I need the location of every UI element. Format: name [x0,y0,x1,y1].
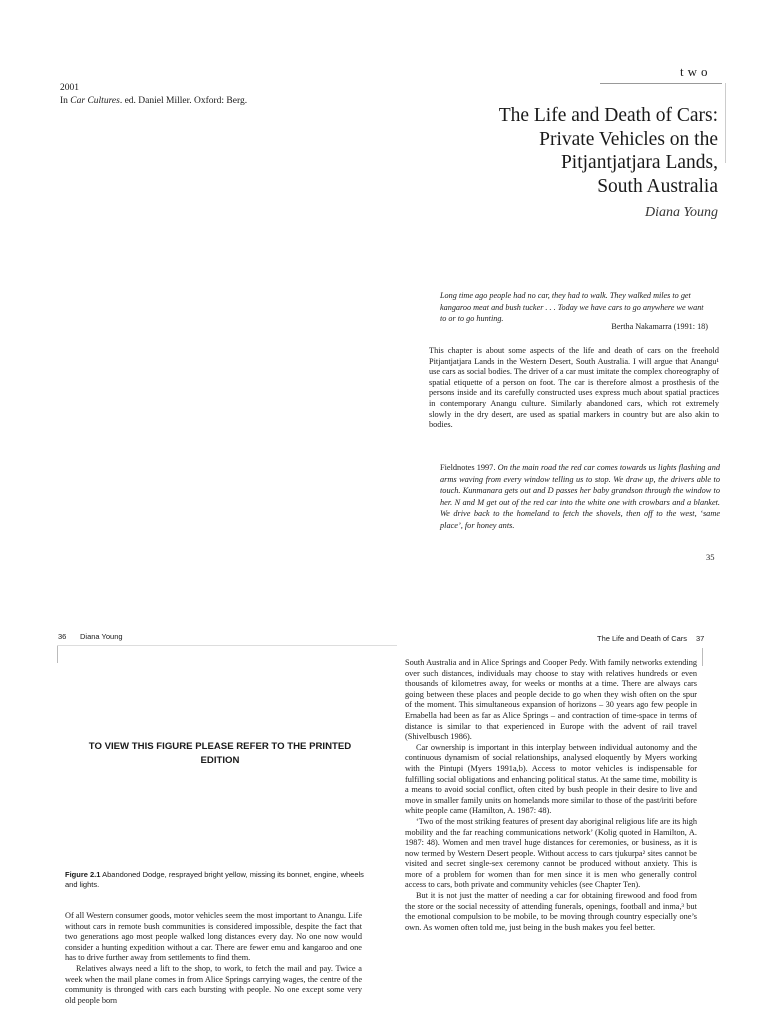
author-name: Diana Young [644,205,718,220]
figure-caption-text: Abandoned Dodge, resprayed bright yellow, missing its bonnet, engine, wheels and lights. [65,870,364,889]
left-column-body [65,911,362,1006]
fieldnote-label: Fieldnotes 1997. [440,463,496,472]
left-header-rule [57,645,58,663]
right-column-body [405,658,697,933]
body-paragraph: Car ownership is important in this interplay between individual autonomy and the continuous dynamism of social relationships, analysed eloquently by Myers working with the Pintupi (Myers 1991a,b). Access to motor vehicles is indispensable for fulfilling social obligations and enhancing political status. At the same time, mobility is a means to avoid social conflict, often cited by bush people in their desire to live and move in smaller family units on homelands more similar to those of the past/iriti before white people came (Hamilton, A. 1987: 48). [405,742,697,816]
fieldnote [440,462,720,531]
right-header-rule [702,648,703,666]
chapter-vertical-rule [725,83,726,163]
right-running-head: The Life and Death of Cars [597,634,688,643]
body-paragraph: Of all Western consumer goods, motor vehicles seem the most important to Anangu. Life without cars in remote bush communities is considered impossible, despite the fact that two generations ago most people walked long distances every day. No one now would consider a hunting expedition without a car. There are fewer emu and kangaroo and one has to drive further away from settlements to find them. [65,911,362,963]
chapter-rule [600,83,722,84]
body-paragraph: ‘Two of the most striking features of present day aboriginal religious life are its high mobility and the far reaching communications network’ (Kolig quoted in Hamilton, A. 1987: 48). Women and men travel huge distances for ceremonies, or business, as it is now termed by Western Desert people. Without access to cars tjukurpa² sites cannot be visited and secret single-sex ceremony cannot be produced without anxiety. This is more of a problem for women than for men since it is men who generally control access to cars, both private and community vehicles (see Chapter Ten). [405,816,697,890]
title-line: Private Vehicles on the [539,128,718,150]
page-number: 35 [706,552,715,562]
title-line: The Life and Death of Cars: [498,105,718,126]
epigraph-attribution: Bertha Nakamarra (1991: 18) [611,322,708,331]
citation-book: Car Cultures [70,96,120,106]
right-page-number: 37 [696,634,705,643]
body-paragraph: Relatives always need a lift to the shop, to work, to fetch the mail and pay. Twice a week when the mail plane comes in from Alice Springs carrying wages, the centre of the community is thronged with cars each bursting with people. No one except some very old people born [65,963,362,1005]
left-page-number: 36 [58,632,67,641]
epigraph: Long time ago people had no car, they had to walk. They walked miles to get kangaroo meat and bush tucker . . . Today we have cars to go anywhere we want to or to go hunting. [440,291,704,323]
fieldnote-text: On the main road the red car comes towards us lights flashing and arms waving from every window telling us to stop. We draw up, the drivers able to touch. Kunmanara gets out and D passes her baby grandson through the window to her. N and M get out of the red car into the white one with crowbars and a blanket. We drive back to the homeland to fetch the shovels, then off to the west, ‘same place’, for honey ants. [440,463,721,530]
left-running-head: Diana Young [80,632,123,641]
chapter-title [358,104,718,198]
citation-prefix: In [60,96,71,106]
citation [60,82,247,108]
intro-paragraph: This chapter is about some aspects of the life and death of cars on the freehold Pitjantjatjara Lands in the Western Desert, South Australia. I will argue that Anangu¹ use cars as social bodies. The driver of a car must imitate the complex choreography of spatial etiquette of a person on foot. The car is therefore almost a prosthesis of the persons inside and its carefully constructed uses express much about spatial practices in contemporary Anangu culture. Similarly abandoned cars, which rot extremely slowly in the dry desert, are used as spatial markers in country but are also akin to bodies. [429,346,719,430]
citation-year: 2001 [60,83,79,93]
citation-rest: . ed. Daniel Miller. Oxford: Berg. [119,96,248,106]
citation-line [60,95,247,108]
title-line: Pitjantjatjara Lands, [560,152,718,173]
left-header-hrule [57,645,397,646]
chapter-number: two [680,64,712,79]
body-paragraph: South Australia and in Alice Springs and Cooper Pedy. With family networks extending over such distances, individuals may choose to stay with relatives hundreds or even thousands of kilometres away, for weeks or months at a time. There are always cars going between these places and people decide to go when they wish often on the spur of the moment. This simultaneous expansion of horizons – 30 years ago few people in Ernabella had been as far as Alice Springs – and contraction of time-space in terms of distance is similar to that experienced in Europe with the advent of rail travel (Shivelbusch 1986). [405,658,697,742]
figure-caption [65,870,375,890]
figure-caption-label: Figure 2.1 [65,870,101,879]
title-line: South Australia [597,175,718,197]
body-paragraph: But it is not just the matter of needing a car for obtaining firewood and food from the store or the social necessity of attending funerals, openings, football and inma,³ but the emotional compulsion to be mobile, to be moving through country especially one’s own. As women often told me, just being in the bush makes you feel better. [405,891,697,932]
figure-placeholder: TO VIEW THIS FIGURE PLEASE REFER TO THE PRINTED EDITION [88,741,352,766]
